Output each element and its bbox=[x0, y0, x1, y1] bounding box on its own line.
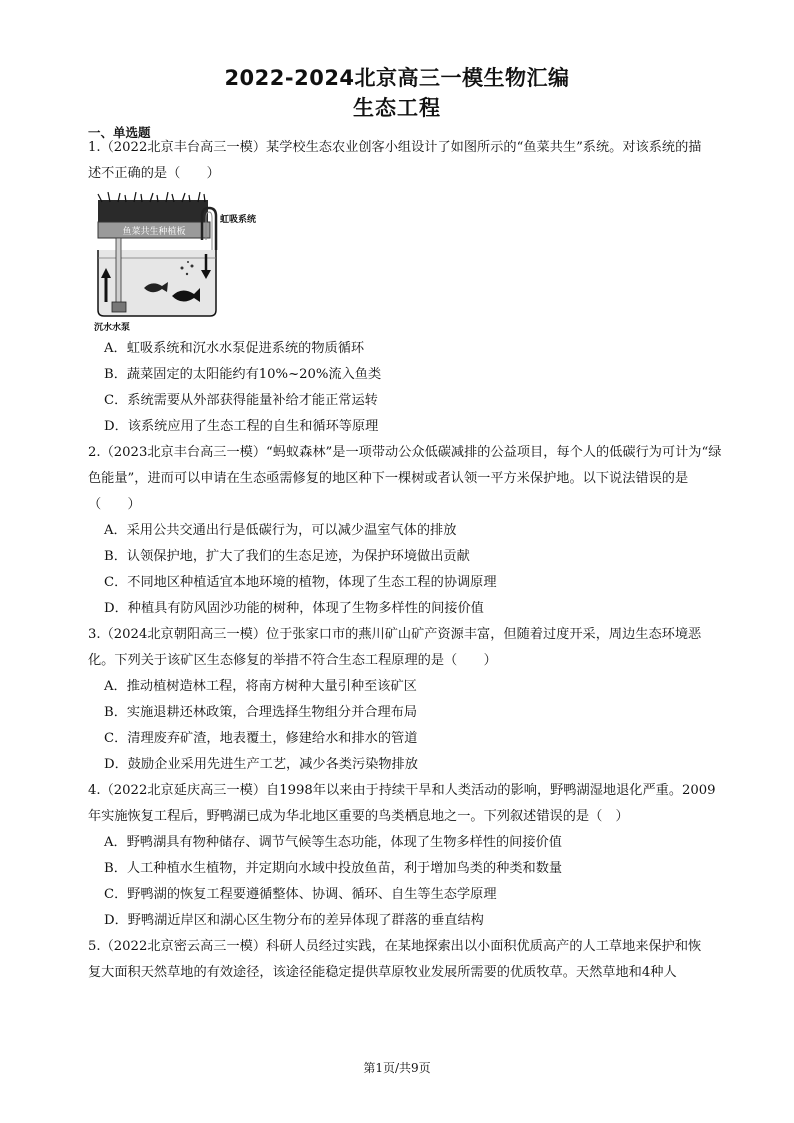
question-1-line-2: 述不正确的是（ ） bbox=[88, 166, 220, 181]
question-4-line-1: 4.（2022北京延庆高三一模）自1998年以来由于持续干旱和人类活动的影响，野鸭湖湿地退化严重。2009 bbox=[88, 783, 716, 798]
question-2-option-a: A．采用公共交通出行是低碳行为，可以减少温室气体的排放 bbox=[104, 523, 457, 538]
planting-board-label: 鱼菜共生种植板 bbox=[122, 227, 186, 237]
question-3-option-c: C．清理废弃矿渣，地表覆土，修建给水和排水的管道 bbox=[104, 731, 418, 746]
question-3-option-a: A．推动植树造林工程，将南方树种大量引种至该矿区 bbox=[104, 679, 417, 694]
section-heading: 一、单选题 bbox=[88, 125, 151, 140]
question-4-option-c: C．野鸭湖的恢复工程要遵循整体、协调、循环、自生等生态学原理 bbox=[104, 887, 497, 902]
question-4-option-a: A．野鸭湖具有物种储存、调节气候等生态功能，体现了生物多样性的间接价值 bbox=[104, 835, 562, 850]
question-1-option-d: D．该系统应用了生态工程的自生和循环等原理 bbox=[104, 419, 379, 434]
question-1-line-1: 1.（2022北京丰台高三一模）某学校生态农业创客小组设计了如图所示的“鱼菜共生”系统。对该系统的描 bbox=[88, 140, 702, 155]
question-1-option-c: C．系统需要从外部获得能量补给才能正常运转 bbox=[104, 393, 378, 408]
question-2-line-1: 2.（2023北京丰台高三一模）“蚂蚁森林”是一项带动公众低碳减排的公益项目，每个人的低碳行为可计为“绿 bbox=[88, 445, 722, 460]
document-subtitle: 生态工程 bbox=[353, 96, 441, 120]
page-footer: 第1页/共9页 bbox=[363, 1061, 431, 1075]
question-2-line-3: （ ） bbox=[88, 497, 141, 512]
question-4-option-b: B．人工种植水生植物，并定期向水域中投放鱼苗，利于增加鸟类的种类和数量 bbox=[104, 861, 563, 876]
question-2-line-2: 色能量”，进而可以申请在生态亟需修复的地区种下一棵树或者认领一平方米保护地。以下说法错误的是 bbox=[88, 471, 689, 486]
question-3-option-d: D．鼓励企业采用先进生产工艺，减少各类污染物排放 bbox=[104, 757, 418, 772]
question-2-option-c: C．不同地区种植适宜本地环境的植物，体现了生态工程的协调原理 bbox=[104, 575, 497, 590]
question-1-option-b: B．蔬菜固定的太阳能约有10%~20%流入鱼类 bbox=[104, 367, 382, 382]
question-5-line-1: 5.（2022北京密云高三一模）科研人员经过实践，在某地探索出以小面积优质高产的人工草地来保护和恢 bbox=[88, 939, 702, 954]
question-5-line-2: 复大面积天然草地的有效途径，该途径能稳定提供草原牧业发展所需要的优质牧草。天然草地和4种人 bbox=[88, 965, 677, 980]
question-3-line-2: 化。下列关于该矿区生态修复的举措不符合生态工程原理的是（ ） bbox=[88, 653, 497, 668]
document-title: 2022-2024北京高三一模生物汇编 bbox=[224, 66, 570, 90]
question-4-option-d: D．野鸭湖近岸区和湖心区生物分布的差异体现了群落的垂直结构 bbox=[104, 913, 484, 928]
question-3-option-b: B．实施退耕还林政策，合理选择生物组分并合理布局 bbox=[104, 705, 418, 720]
aquaponics-figure bbox=[92, 192, 277, 332]
question-4-line-2: 年实施恢复工程后，野鸭湖已成为华北地区重要的鸟类栖息地之一。下列叙述错误的是（ ） bbox=[88, 809, 629, 824]
pump-label: 沉水水泵 bbox=[94, 323, 131, 332]
question-2-option-b: B．认领保护地，扩大了我们的生态足迹，为保护环境做出贡献 bbox=[104, 549, 470, 564]
siphon-label: 虹吸系统 bbox=[220, 215, 257, 225]
question-2-option-d: D．种植具有防风固沙功能的树种，体现了生物多样性的间接价值 bbox=[104, 601, 484, 616]
question-3-line-1: 3.（2024北京朝阳高三一模）位于张家口市的燕川矿山矿产资源丰富，但随着过度开采，周边生态环境恶 bbox=[88, 627, 702, 642]
question-1-option-a: A．虹吸系统和沉水水泵促进系统的物质循环 bbox=[104, 341, 365, 356]
